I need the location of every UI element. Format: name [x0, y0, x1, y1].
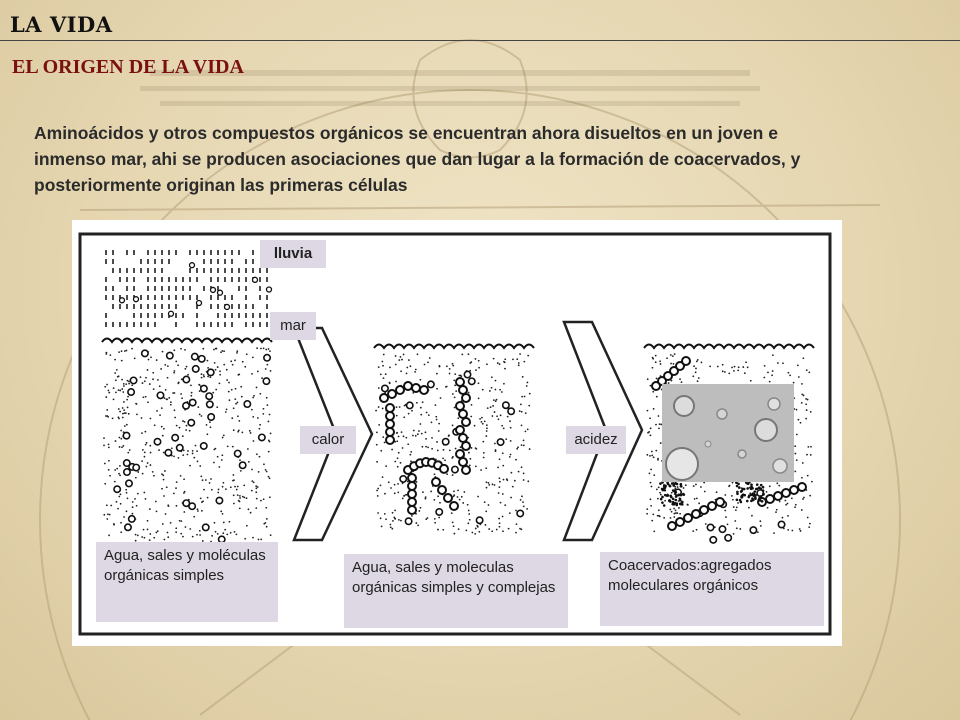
tank-stage1 — [102, 339, 272, 549]
tank-stage2 — [374, 345, 534, 535]
label-sea: mar — [270, 312, 316, 340]
label-heat: calor — [300, 426, 356, 454]
label-rain: lluvia — [260, 240, 326, 268]
caption-stage3: Coacervados:agregados moleculares orgánicos — [600, 552, 824, 626]
page-title: LA VIDA — [10, 12, 113, 37]
coacervate-micrograph — [662, 384, 794, 482]
page-subtitle: EL ORIGEN DE LA VIDA — [12, 56, 244, 78]
intro-paragraph: Aminoácidos y otros compuestos orgánicos se encuentran ahora disueltos en un joven e inmenso mar, ahi se producen asociaciones que dan lugar a la formación de coacervados, y posteriormente originan las primeras células — [34, 123, 801, 195]
caption-stage2: Agua, sales y moleculas orgánicas simples y complejas — [344, 554, 568, 628]
title-divider — [0, 40, 960, 41]
label-acidity: acidez — [566, 426, 626, 454]
rain-streaks — [106, 250, 272, 327]
caption-stage1: Agua, sales y moléculas orgánicas simples — [96, 542, 278, 622]
origin-of-life-diagram — [72, 220, 842, 646]
